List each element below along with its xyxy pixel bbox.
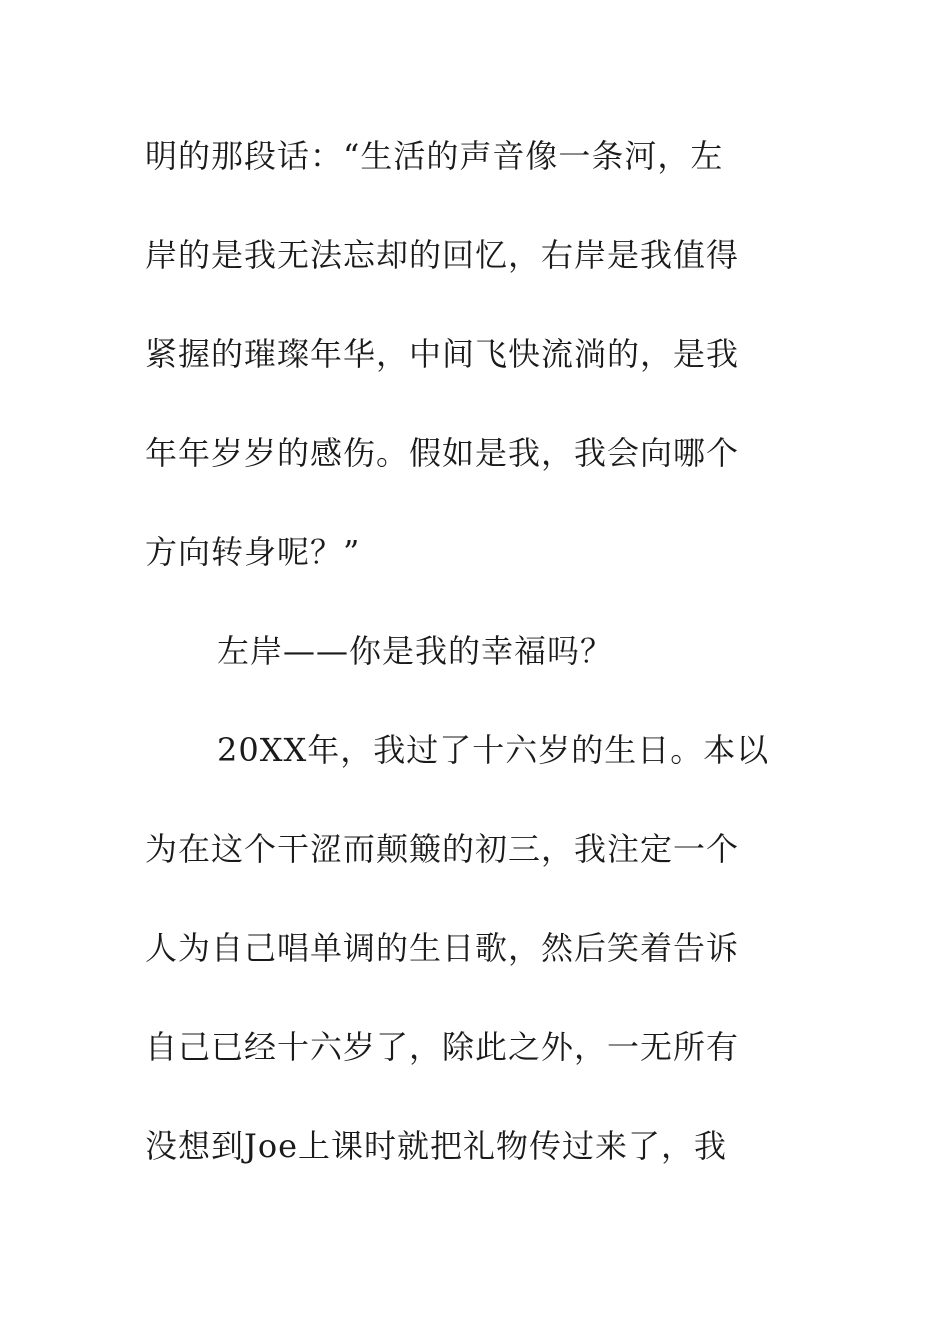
- text-line: 为在这个干涩而颠簸的初三，我注定一个: [145, 830, 740, 868]
- section-heading: 左岸——你是我的幸福吗？: [217, 632, 614, 670]
- text-line: 岸的是我无法忘却的回忆，右岸是我值得: [145, 236, 740, 274]
- text-line: 方向转身呢？”: [145, 533, 361, 571]
- text-line: 没想到Joe上课时就把礼物传过来了，我: [145, 1127, 728, 1165]
- text-line: 20XX年，我过了十六岁的生日。本以: [217, 731, 770, 769]
- text-line: 紧握的璀璨年华，中间飞快流淌的，是我: [145, 335, 740, 373]
- text-line: 年年岁岁的感伤。假如是我，我会向哪个: [145, 434, 740, 472]
- text-line: 自己已经十六岁了，除此之外，一无所有: [145, 1028, 740, 1066]
- body-text: [145, 126, 810, 1215]
- text-line: 人为自己唱单调的生日歌，然后笑着告诉: [145, 929, 740, 967]
- text-line: 明的那段话：“生活的声音像一条河，左: [145, 137, 724, 175]
